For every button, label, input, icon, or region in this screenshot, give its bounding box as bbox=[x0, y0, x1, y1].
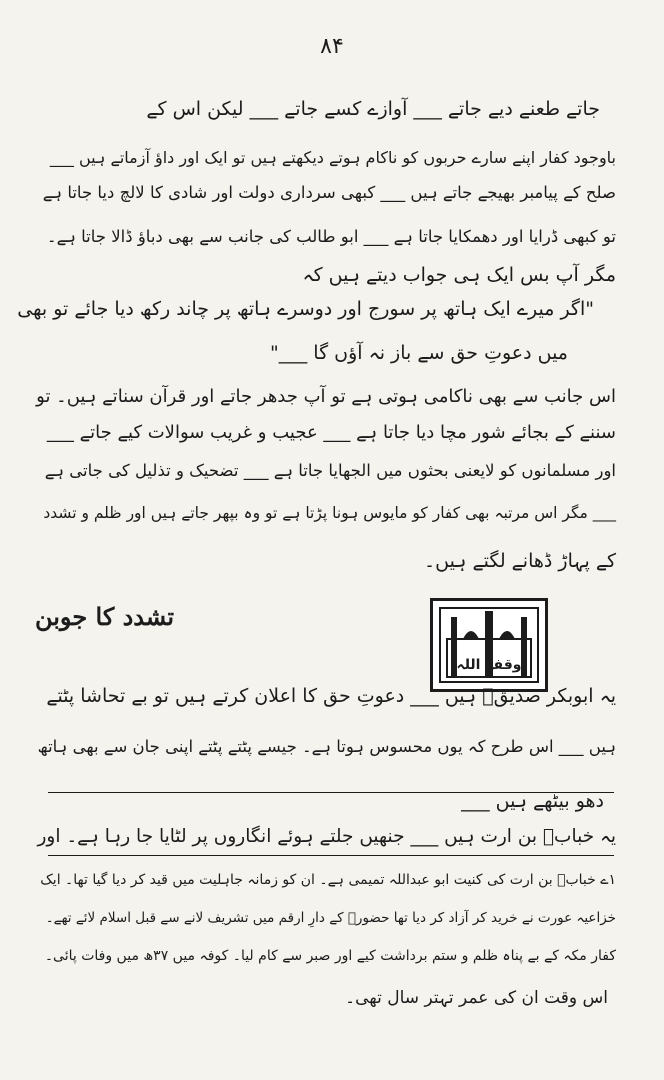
footnote-line-4: اس وقت ان کی عمر تہتر سال تھی۔ bbox=[345, 988, 608, 1008]
footnote-line-3: کفار مکہ کے بے پناہ ظلم و ستم برداشت کیے اور صبر سے کام لیا۔ کوفہ میں ۳۷ھ میں وفات پائی۔ bbox=[44, 948, 616, 964]
body-line-5: مگر آپ بس ایک ہی جواب دیتے ہیں کہ bbox=[302, 264, 616, 286]
decorative-logo bbox=[430, 598, 548, 692]
section-line-3: دھو بیٹھے ہیں ___ bbox=[461, 790, 604, 812]
body-line-10: کے پہاڑ ڈھانے لگتے ہیں۔ bbox=[423, 550, 616, 572]
quote-line-2: میں دعوتِ حق سے باز نہ آؤں گا ___" bbox=[270, 342, 568, 364]
section-heading: تشدد کا جوبن bbox=[34, 602, 174, 631]
logo-text: وقفہ اللہ bbox=[456, 657, 522, 673]
logo-frame bbox=[439, 607, 539, 683]
body-line-1: جاتے طعنے دیے جاتے ___ آوازے کسے جاتے ___ لیکن اس کے bbox=[146, 98, 600, 120]
mosque-icon bbox=[441, 609, 537, 681]
footnote-line-2: خزاعیہ عورت نے خرید کر آزاد کر دیا تھا حضورؐ کے دارِ ارقم میں تشریف لانے سے قبل اسلام لائے تھے۔ bbox=[45, 910, 616, 926]
body-line-3: صلح کے پیامبر بھیجے جاتے ہیں ___ کبھی سرداری دولت اور شادی کا لالچ دیا جاتا ہے bbox=[42, 183, 616, 202]
body-line-9: ___ مگر اس مرتبہ بھی کفار کو مایوس ہونا پڑتا ہے تو وہ بپھر جاتے ہیں اور ظلم و تشدد bbox=[43, 504, 616, 522]
footnote-separator bbox=[48, 855, 614, 856]
section-line-4: یہ خبابؓ بن ارت ہیں ___ جنھیں جلتے ہوئے انگاروں پر لٹایا جا رہا ہے۔ اور bbox=[37, 826, 616, 847]
footnote-line-1: ۱ے خبابؓ بن ارت کی کنیت ابو عبداللہ تمیمی ہے۔ ان کو زمانہ جاہلیت میں قید کر دیا گیا تھا۔ ایک bbox=[40, 872, 616, 888]
section-line-2: ہیں ___ اس طرح کہ یوں محسوس ہوتا ہے۔ جیسے پٹتے پٹتے اپنی جان سے بھی ہاتھ bbox=[37, 737, 616, 756]
quote-line-1: "اگر میرے ایک ہاتھ پر سورج اور دوسرے ہاتھ پر چاند رکھ دیا جائے تو بھی bbox=[17, 298, 594, 320]
body-line-2: باوجود کفار اپنے سارے حربوں کو ناکام ہوتے دیکھتے ہیں تو ایک اور داؤ آزماتے ہیں ___ bbox=[49, 148, 616, 167]
section-line-1: یہ ابوبکر صدیقؓ ہیں ___ دعوتِ حق کا اعلان کرتے ہیں تو بے تحاشا پٹتے bbox=[46, 685, 616, 707]
body-line-7: سننے کے بجائے شور مچا دیا جاتا ہے ___ عجیب و غریب سوالات کیے جاتے ___ bbox=[46, 422, 616, 443]
page-number: ۸۴ bbox=[320, 34, 344, 59]
body-line-6: اس جانب سے بھی ناکامی ہوتی ہے تو آپ جدھر جاتے اور قرآن سناتے ہیں۔ تو bbox=[36, 386, 616, 407]
body-line-8: اور مسلمانوں کو لایعنی بحثوں میں الجھایا جاتا ہے ___ تضحیک و تذلیل کی جاتی ہے bbox=[44, 461, 616, 480]
body-line-4: تو کبھی ڈرایا اور دھمکایا جاتا ہے ___ ابو طالب کی جانب سے بھی دباؤ ڈالا جاتا ہے۔ bbox=[46, 227, 616, 246]
